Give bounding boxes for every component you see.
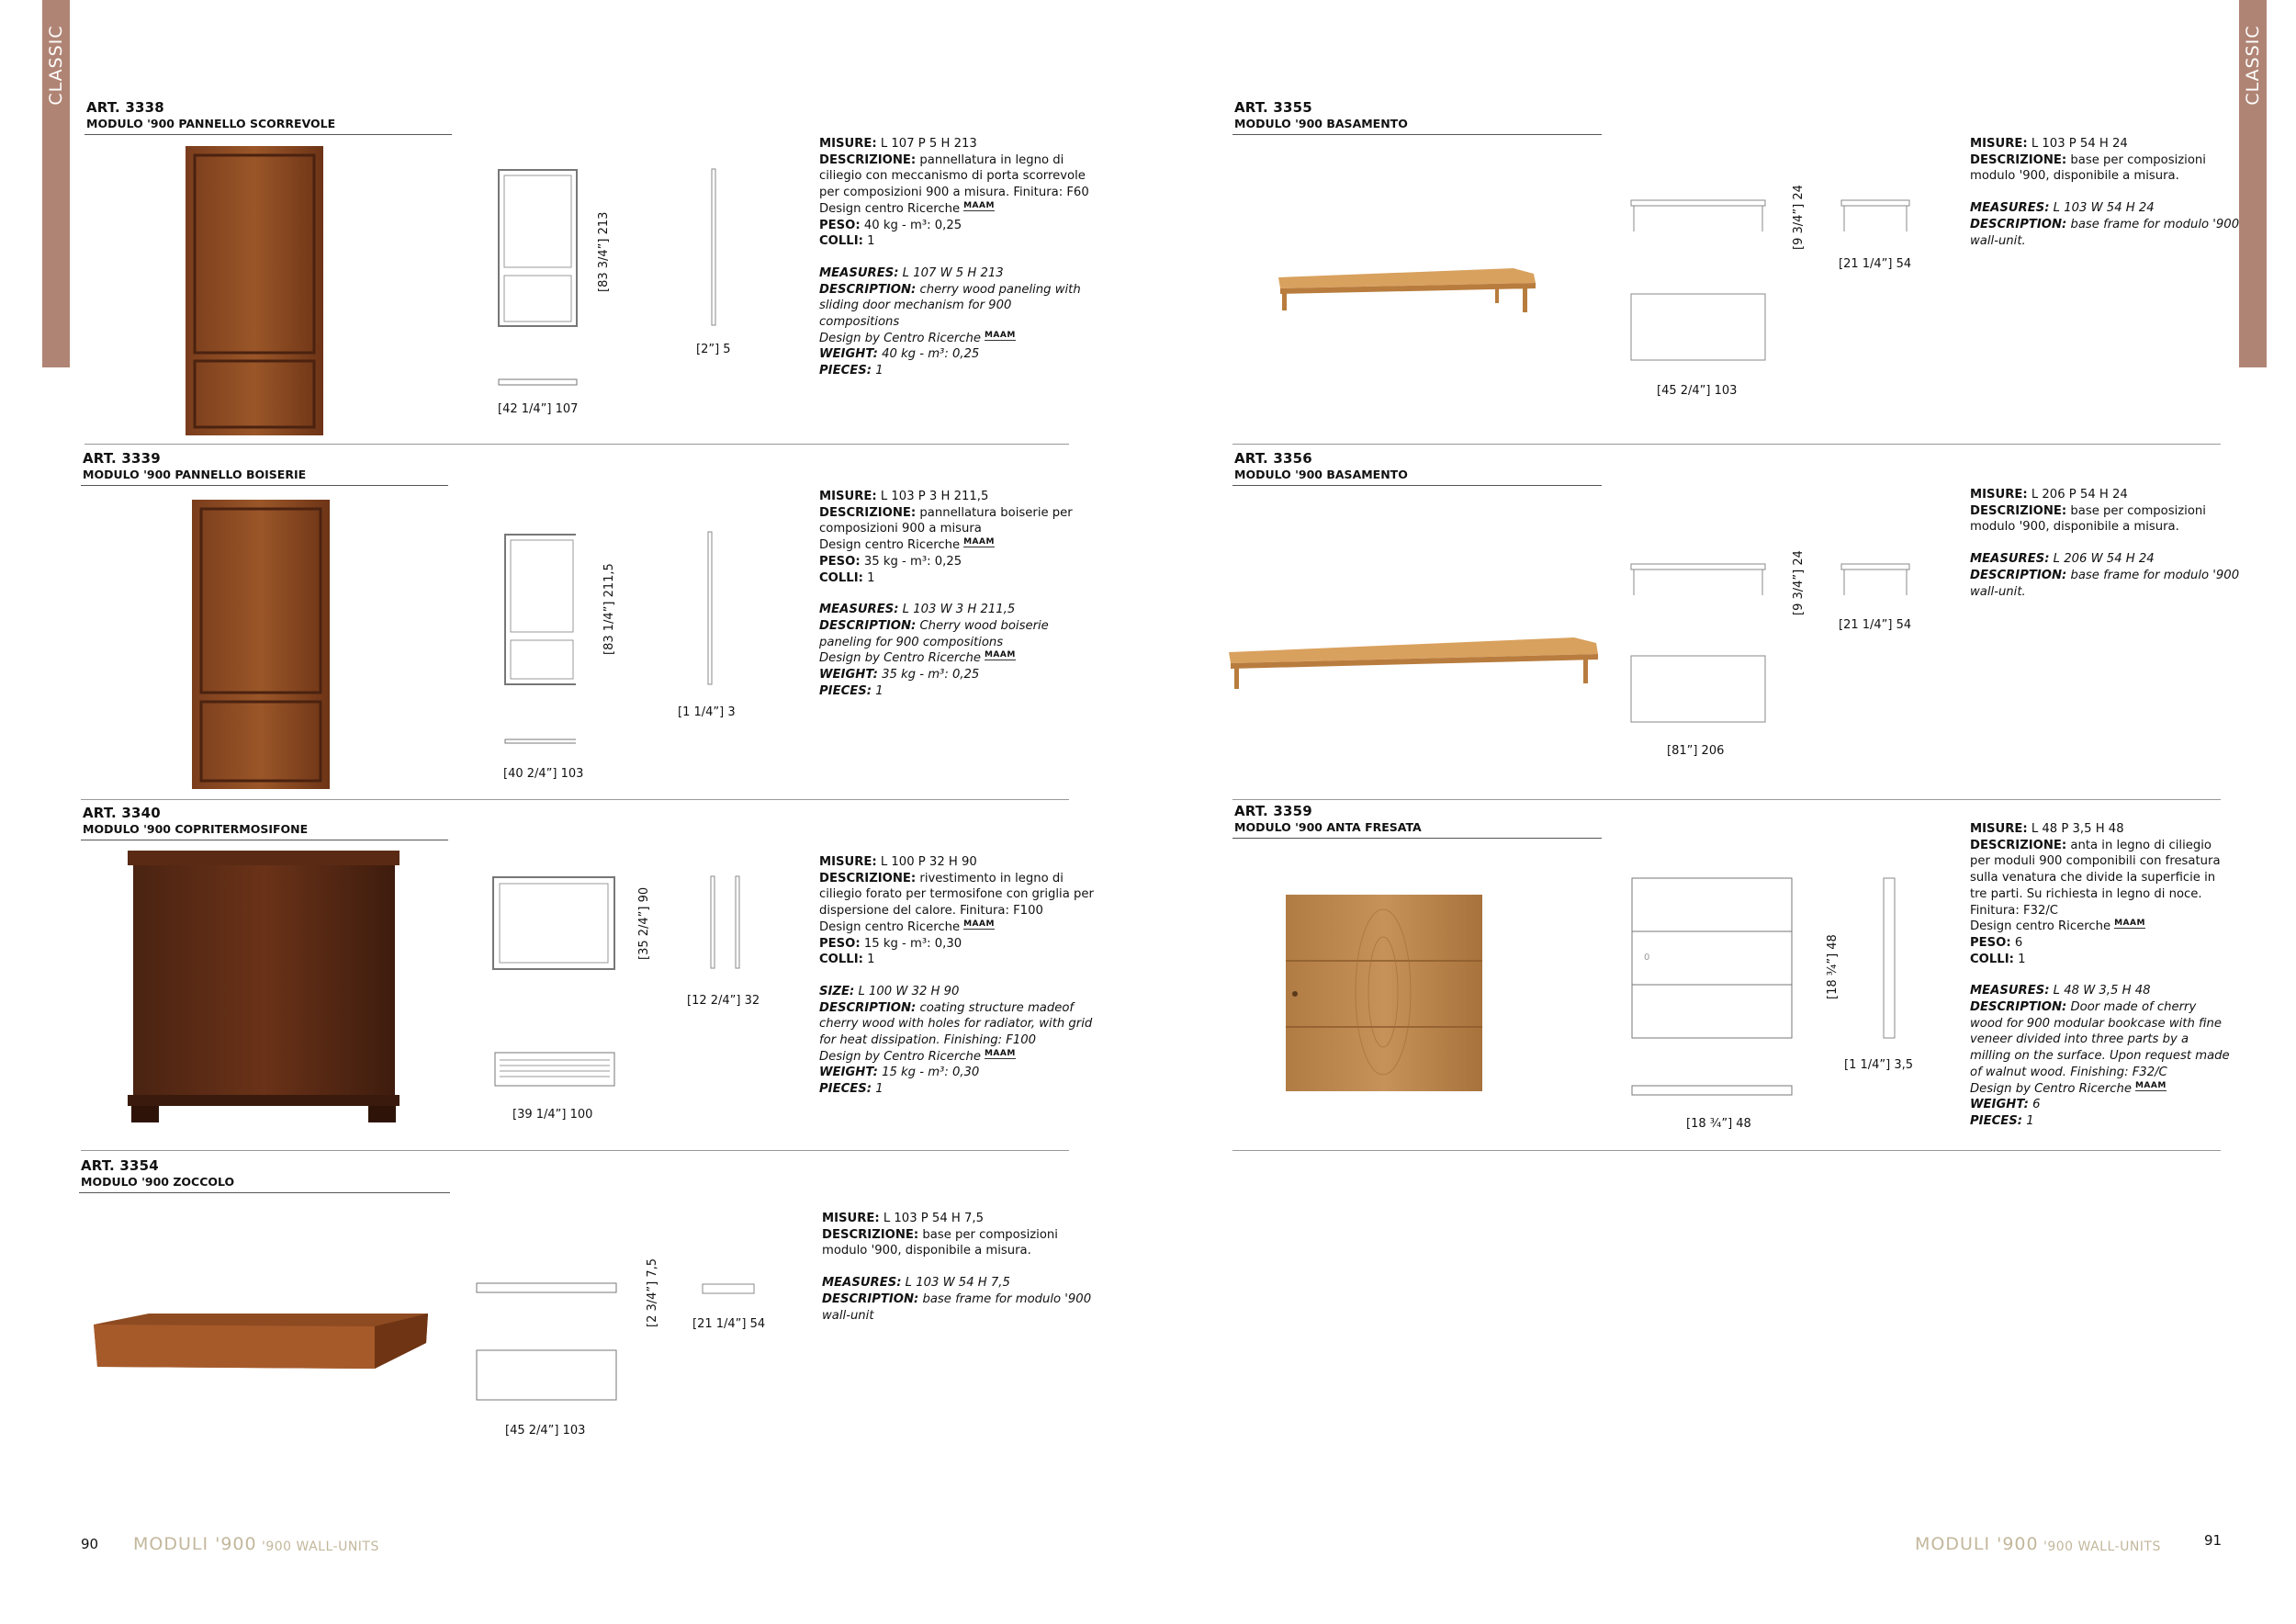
footer-subtitle-right: '900 WALL-UNITS <box>2043 1539 2161 1554</box>
dimension-width: [45 2/4”] 103 <box>1657 384 1738 398</box>
dimension-height: [9 3/4”] 24 <box>1792 550 1806 615</box>
dimension-depth: [12 2/4”] 32 <box>687 994 760 1008</box>
maam-logo: MAAM <box>963 537 995 547</box>
article-model: MODULO '900 BASAMENTO <box>1234 468 1408 481</box>
maam-logo: MAAM <box>2114 919 2145 929</box>
article-model: MODULO '900 ANTA FRESATA <box>1234 820 1422 834</box>
maam-logo: MAAM <box>984 650 1016 660</box>
product-photo-radiator-cover <box>124 847 409 1127</box>
page-number-right: 91 <box>2204 1532 2223 1549</box>
description-block: MISURE: L 206 P 54 H 24 DESCRIZIONE: base per composizioni modulo '900, disponibile a misura. MEASURES: L 206 W 54 H 24 DESCRIPTION: base frame for modulo '900 wall-unit. <box>1970 488 2240 599</box>
dimension-depth: [1 1/4”] 3,5 <box>1844 1058 1914 1072</box>
section-tab-left: CLASSIC <box>42 0 70 367</box>
article-number: ART. 3355 <box>1234 99 1312 116</box>
description-block: MISURE: L 107 P 5 H 213 DESCRIZIONE: pannellatura in legno di ciliegio con meccanismo di porta scorrevole per composizioni 900 a misura. Finitura: F60 Design centro Ricerche MAAM PESO: 40 kg - m³: 0,25 COLLI: 1 MEASURES: L 107 W 5 H 213 DESCRIPTION: cherry wood paneling with sliding door mechanism for 900 compositions Design by Centro Ricerche MAAM WEIGHT: 40 kg - m³: 0,25 PIECES: 1 <box>819 137 1089 378</box>
footer-subtitle-left: '900 WALL-UNITS <box>262 1539 379 1554</box>
dimension-height: [9 3/4”] 24 <box>1792 185 1806 250</box>
dimension-depth: [1 1/4”] 3 <box>678 705 736 719</box>
article-model: MODULO '900 PANNELLO SCORREVOLE <box>86 117 336 130</box>
dimension-height: [35 2/4”] 90 <box>637 886 651 960</box>
dimension-width: [42 1/4”] 107 <box>498 402 579 416</box>
article-model: MODULO '900 BASAMENTO <box>1234 117 1408 130</box>
footer-title-left: MODULI '900 <box>133 1534 257 1554</box>
description-block: MISURE: L 100 P 32 H 90 DESCRIZIONE: rivestimento in legno di ciliegio forato per termosifone con griglia per dispersione del calore. Finitura: F100 Design centro Ricerche MAAM PESO: 15 kg - m³: 0,30 COLLI: 1 SIZE: L 100 W 32 H 90 DESCRIPTION: coating structure madeof cherry wood with holes for radiator, with grid for heat dissipation. Finishing: F100 Design by Centro Ricerche MAAM WEIGHT: 15 kg - m³: 0,30 PIECES: 1 <box>819 855 1094 1097</box>
article-model: MODULO '900 ZOCCOLO <box>81 1175 235 1189</box>
section-divider <box>84 444 1069 445</box>
dimension-width: [18 ¾”] 48 <box>1686 1117 1751 1131</box>
description-block: MISURE: L 103 P 3 H 211,5 DESCRIZIONE: pannellatura boiserie per composizioni 900 a misura Design centro Ricerche MAAM PESO: 35 kg - m³: 0,25 COLLI: 1 MEASURES: L 103 W 3 H 211,5 DESCRIPTION: Cherry wood boiserie paneling for 900 compositions Design by Centro Ricerche MAAM WEIGHT: 35 kg - m³: 0,25 PIECES: 1 <box>819 490 1073 698</box>
product-photo-base-long <box>1225 634 1604 694</box>
technical-drawing <box>476 1282 623 1406</box>
technical-drawing <box>490 874 619 976</box>
technical-drawing <box>1630 198 1777 364</box>
article-number: ART. 3338 <box>86 99 164 116</box>
description-block: MISURE: L 103 P 54 H 24 DESCRIZIONE: base per composizioni modulo '900, disponibile a misura. MEASURES: L 103 W 54 H 24 DESCRIPTION: base frame for modulo '900 wall-unit. <box>1970 137 2240 248</box>
product-photo-panel <box>182 142 329 441</box>
product-photo-panel <box>188 496 335 795</box>
dimension-depth: [21 1/4”] 54 <box>692 1317 766 1331</box>
technical-drawing <box>1630 562 1777 727</box>
section-divider <box>1232 1150 2221 1151</box>
article-number: ART. 3359 <box>1234 803 1312 819</box>
maam-logo: MAAM <box>963 919 995 929</box>
section-tab-right: CLASSIC <box>2239 0 2267 367</box>
product-photo-door <box>1282 891 1488 1095</box>
dimension-width: [39 1/4”] 100 <box>512 1108 593 1122</box>
svg-text:0: 0 <box>1644 953 1650 963</box>
article-number: ART. 3339 <box>83 450 161 467</box>
dimension-height: [18 ¾”] 48 <box>1826 934 1840 999</box>
technical-drawing <box>1631 877 1796 1102</box>
dimension-depth: [21 1/4”] 54 <box>1839 618 1912 632</box>
product-photo-base <box>1275 265 1541 320</box>
dimension-height: [83 3/4”] 213 <box>597 211 611 292</box>
description-block: MISURE: L 48 P 3,5 H 48 DESCRIZIONE: anta in legno di ciliegio per moduli 900 componibili con fresatura sulla venatura che divide la superficie in tre parti. Su richiesta in legno di noce. Finitura: F32/C Design centro Ricerche MAAM PESO: 6 COLLI: 1 MEASURES: L 48 W 3,5 H 48 DESCRIPTION: Door made of cherry wood for 900 modular bookcase with fine veneer divided into three parts by a milling on the surface. Upon request made of walnut wood. Finishing: F32/C Design by Centro Ricerche MAAM WEIGHT: 6 PIECES: 1 <box>1970 822 2230 1128</box>
article-model: MODULO '900 COPRITERMOSIFONE <box>83 822 309 836</box>
technical-drawing <box>502 530 576 750</box>
maam-logo: MAAM <box>2134 1080 2167 1090</box>
article-number: ART. 3340 <box>83 805 161 821</box>
article-number: ART. 3356 <box>1234 450 1312 467</box>
dimension-width: [45 2/4”] 103 <box>505 1424 586 1438</box>
article-number: ART. 3354 <box>81 1157 159 1174</box>
section-divider <box>1232 444 2221 445</box>
page-number-left: 90 <box>81 1536 99 1552</box>
maam-logo: MAAM <box>963 200 995 210</box>
technical-drawing <box>496 165 680 404</box>
maam-logo: MAAM <box>984 330 1016 340</box>
dimension-height: [83 1/4”] 211,5 <box>602 563 616 655</box>
description-block: MISURE: L 103 P 54 H 7,5 DESCRIZIONE: base per composizioni modulo '900, disponibile a misura. MEASURES: L 103 W 54 H 7,5 DESCRIPTION: base frame for modulo '900 wall-unit <box>822 1212 1092 1323</box>
section-divider <box>1232 799 2221 800</box>
section-divider <box>81 1150 1069 1151</box>
dimension-width: [40 2/4”] 103 <box>503 767 584 781</box>
section-divider <box>81 799 1069 800</box>
footer-title-right: MODULI '900 <box>1915 1534 2039 1554</box>
dimension-height: [2 3/4”] 7,5 <box>646 1257 659 1327</box>
product-photo-plinth <box>90 1312 432 1376</box>
dimension-depth: [2”] 5 <box>696 343 731 356</box>
dimension-width: [81”] 206 <box>1667 744 1725 758</box>
maam-logo: MAAM <box>984 1048 1016 1058</box>
article-model: MODULO '900 PANNELLO BOISERIE <box>83 468 307 481</box>
dimension-depth: [21 1/4”] 54 <box>1839 257 1912 271</box>
